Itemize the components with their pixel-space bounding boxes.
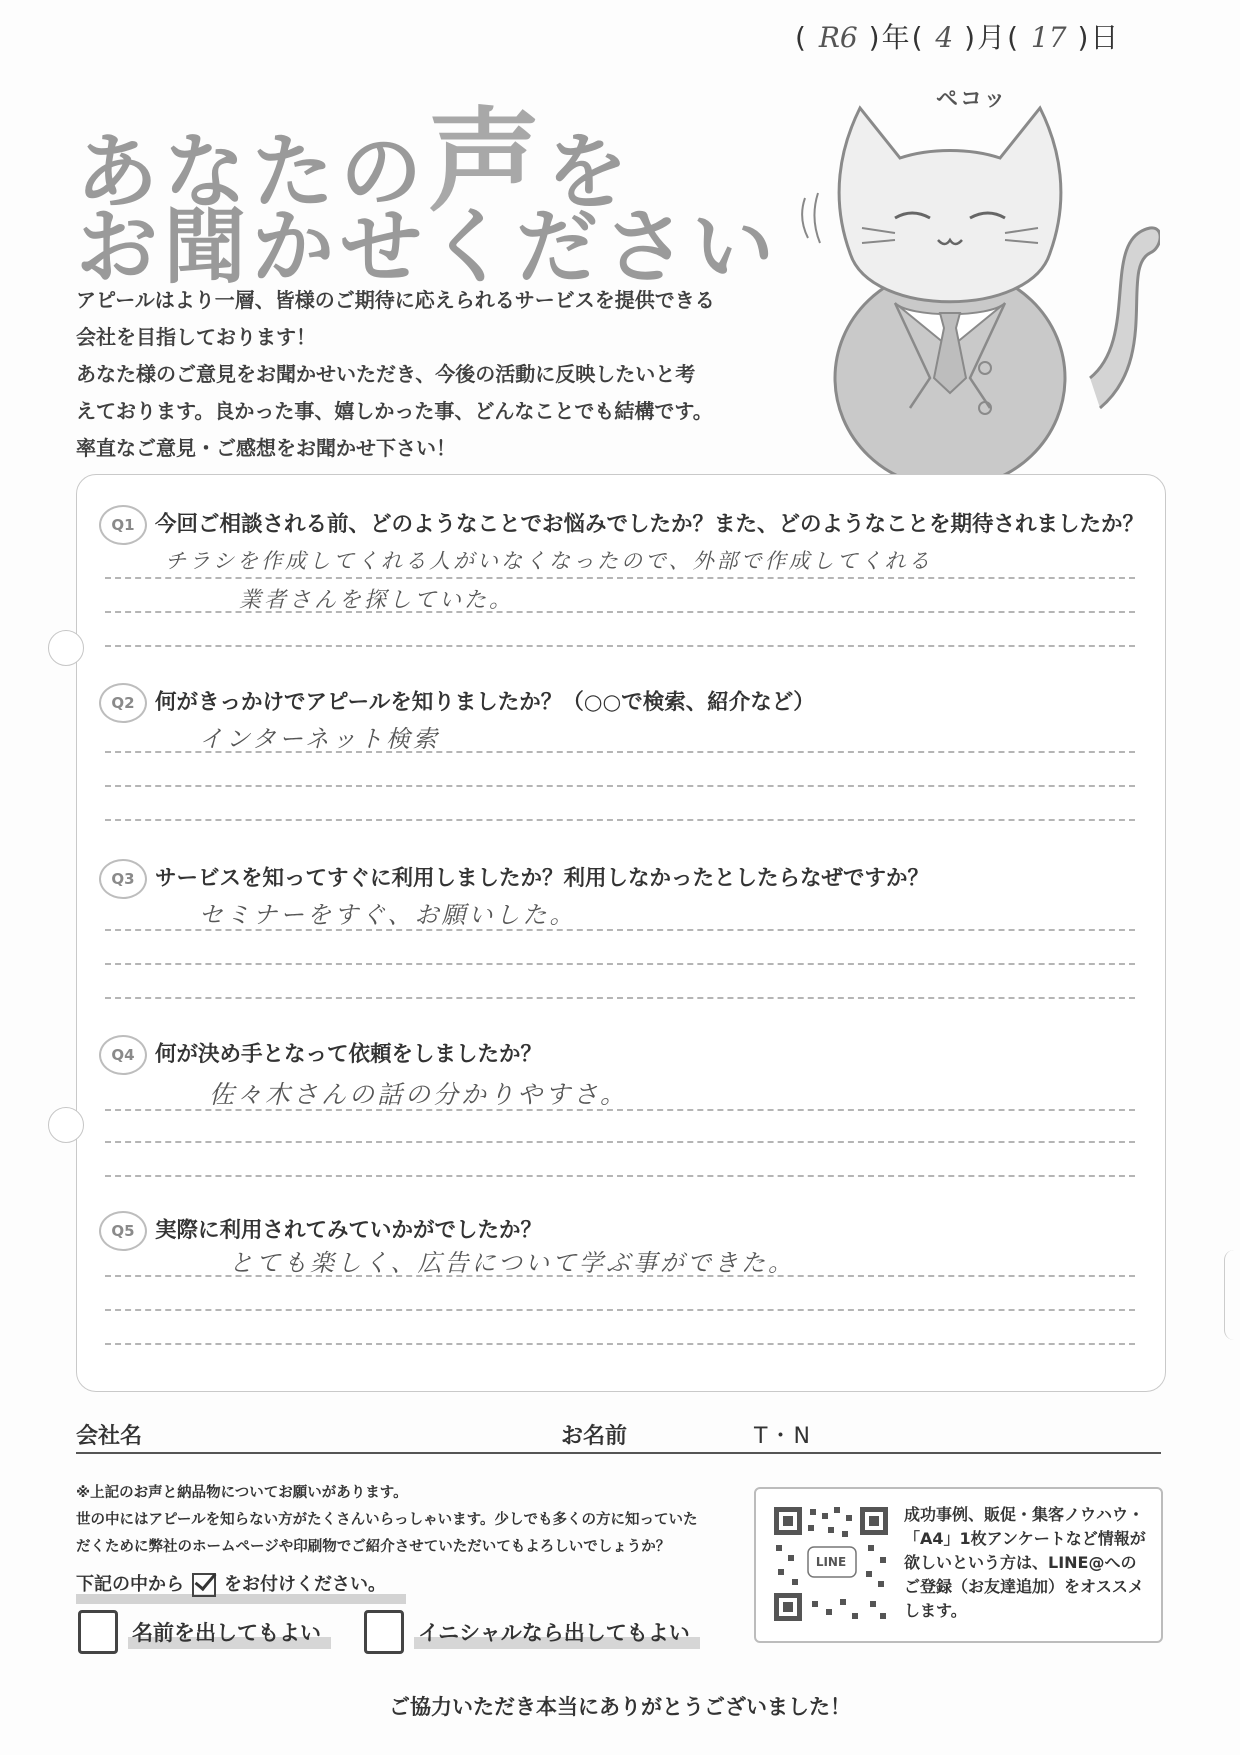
question-number-badge: Q4 bbox=[99, 1035, 147, 1075]
question-number-badge: Q3 bbox=[99, 859, 147, 899]
option-label: 名前を出してもよい bbox=[132, 1617, 321, 1647]
notice-line: だくために弊社のホームページや印刷物でご紹介させていただいてもよろしいでしょうか？ bbox=[76, 1539, 671, 1555]
question-text: サービスを知ってすぐに利用しましたか？利用しなかったとしたらなぜですか？ bbox=[155, 866, 930, 891]
paper-edge-mark bbox=[1224, 1250, 1240, 1340]
title-big-char: 声 bbox=[428, 97, 547, 227]
option-name-ok[interactable] bbox=[78, 1610, 321, 1654]
company-label: 会社名 bbox=[76, 1424, 143, 1449]
date-line bbox=[795, 16, 1120, 56]
punch-hole bbox=[48, 630, 84, 666]
question-number-badge: Q2 bbox=[99, 683, 147, 723]
answer-line[interactable] bbox=[105, 819, 1135, 821]
pick-instruction bbox=[76, 1570, 386, 1597]
answer-line[interactable] bbox=[105, 785, 1135, 787]
pick-suffix: をお付けください。 bbox=[224, 1574, 386, 1595]
answer-line[interactable] bbox=[105, 963, 1135, 965]
answer-text: とても楽しく、広告について学ぶ事ができた。 bbox=[229, 1249, 796, 1277]
question-text: 今回ご相談される前、どのようなことでお悩みでしたか？また、どのようなことを期待されましたか？ bbox=[155, 512, 1145, 537]
intro-line: えております。良かった事、嬉しかった事、どんなことでも結構です。 bbox=[76, 399, 713, 423]
answer-text: チラシを作成してくれる人がいなくなったので、外部で作成してくれる bbox=[165, 549, 933, 573]
answer-line[interactable] bbox=[105, 751, 1135, 753]
answer-line[interactable] bbox=[105, 929, 1135, 931]
publication-notice bbox=[76, 1480, 716, 1561]
answer-line[interactable] bbox=[105, 997, 1135, 999]
thanks-message: ご協力いただき本当にありがとうございました！ bbox=[389, 1695, 851, 1719]
date-open: ( bbox=[795, 21, 808, 54]
answer-line[interactable] bbox=[105, 611, 1135, 613]
intro-line: アピールはより一層、皆様のご期待に応えられるサービスを提供できる bbox=[76, 288, 715, 312]
question-text: 実際に利用されてみていかがでしたか？ bbox=[155, 1218, 543, 1243]
date-day-suffix: )日 bbox=[1077, 21, 1121, 54]
option-initial-ok[interactable] bbox=[364, 1610, 690, 1654]
checkbox-initial-ok[interactable] bbox=[364, 1610, 404, 1654]
line-promo-box bbox=[754, 1487, 1163, 1643]
question-number-badge: Q5 bbox=[99, 1211, 147, 1251]
question-text: 何が決め手となって依頼をしましたか？ bbox=[155, 1042, 543, 1067]
answer-line[interactable] bbox=[105, 1175, 1135, 1177]
cat-mascot-illustration bbox=[800, 78, 1160, 498]
date-month-suffix: )月( bbox=[964, 21, 1021, 54]
answer-line[interactable] bbox=[105, 577, 1135, 579]
answer-text: インターネット検索 bbox=[199, 725, 440, 753]
questionnaire-box bbox=[76, 474, 1166, 1392]
page-title-line-2: お聞かせください bbox=[76, 200, 781, 295]
intro-line: 会社を目指しております！ bbox=[76, 325, 316, 349]
date-year-suffix: )年( bbox=[868, 21, 925, 54]
pick-prefix: 下記の中から bbox=[76, 1574, 184, 1595]
question-text: 何がきっかけでアピールを知りましたか？（○○で検索、紹介など） bbox=[155, 690, 815, 715]
answer-line[interactable] bbox=[105, 1275, 1135, 1277]
intro-text bbox=[76, 282, 756, 467]
option-label: イニシャルなら出してもよい bbox=[418, 1617, 690, 1647]
line-promo-text: 成功事例、販促・集客ノウハウ・「A4」1枚アンケートなど情報が欲しいという方は、LINE@へのご登録（お友達追加）をオススメします。 bbox=[904, 1505, 1146, 1620]
answer-line[interactable] bbox=[105, 1309, 1135, 1311]
qr-line-label: LINE bbox=[815, 1555, 847, 1569]
question-number-badge: Q1 bbox=[99, 505, 147, 545]
notice-line: ※上記のお声と納品物についてお願いがあります。 bbox=[76, 1485, 408, 1501]
answer-line[interactable] bbox=[105, 645, 1135, 647]
answer-line[interactable] bbox=[105, 1109, 1135, 1111]
mascot-sound: ペコッ bbox=[936, 87, 1008, 112]
notice-line: 世の中にはアピールを知らない方がたくさんいらっしゃいます。少しでも多くの方に知っていた bbox=[76, 1512, 698, 1528]
answer-text: 佐々木さんの話の分かりやすさ。 bbox=[209, 1080, 629, 1109]
intro-line: あなた様のご意見をお聞かせいただき、今後の活動に反映したいと考 bbox=[76, 362, 696, 386]
title-suffix: を bbox=[546, 125, 635, 220]
checkmark-icon bbox=[192, 1573, 216, 1597]
answer-text: 業者さんを探していた。 bbox=[239, 588, 515, 613]
title-prefix: あなたの bbox=[76, 125, 429, 220]
name-label: お名前 bbox=[561, 1424, 628, 1449]
date-month: 4 bbox=[935, 21, 954, 54]
name-value[interactable]: T・N bbox=[754, 1424, 812, 1449]
signature-underline bbox=[76, 1452, 1161, 1454]
answer-text: セミナーをすぐ、お願いした。 bbox=[199, 901, 577, 929]
date-era-year: R6 bbox=[818, 21, 858, 54]
answer-line[interactable] bbox=[105, 1343, 1135, 1345]
date-day: 17 bbox=[1030, 21, 1067, 54]
answer-line[interactable] bbox=[105, 1141, 1135, 1143]
intro-line: 率直なご意見・ご感想をお聞かせ下さい！ bbox=[76, 436, 456, 460]
punch-hole bbox=[48, 1107, 84, 1143]
checkbox-name-ok[interactable] bbox=[78, 1610, 118, 1654]
